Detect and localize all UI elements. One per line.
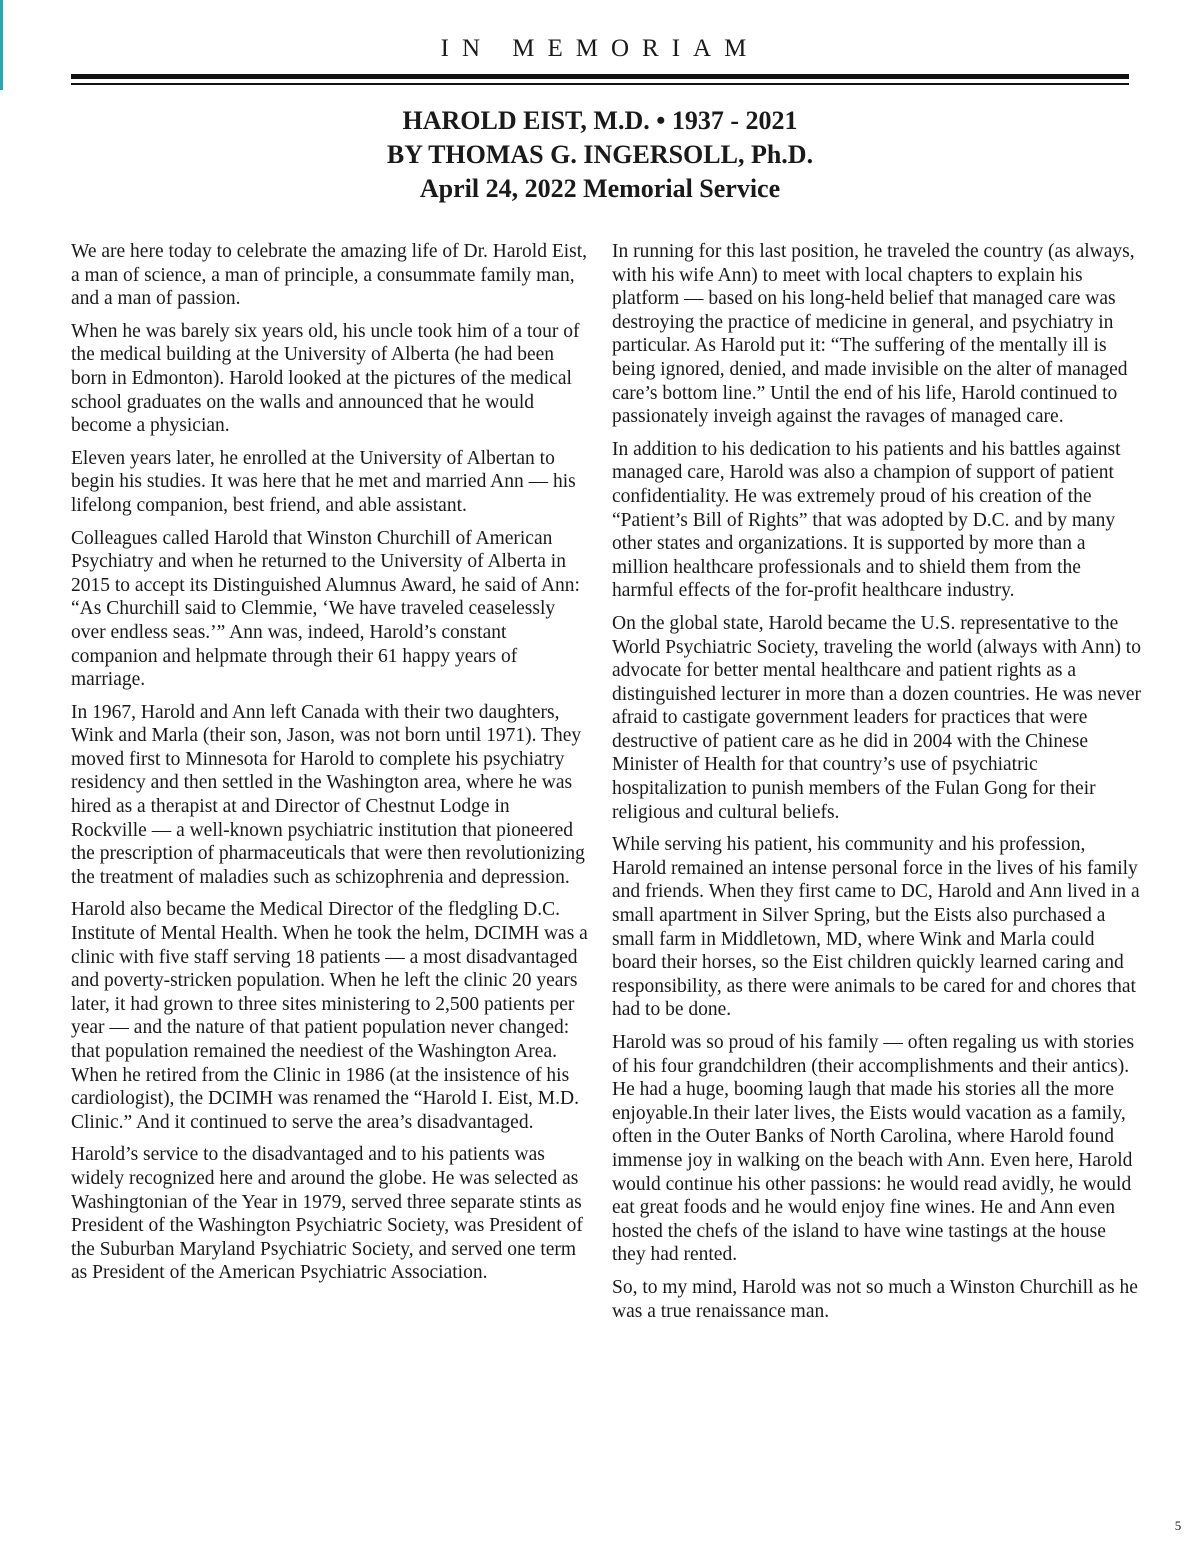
paragraph: So, to my mind, Harold was not so much a Winston Churchill as he was a true renaissance man. — [612, 1276, 1138, 1322]
page-number: 5 — [1174, 1518, 1182, 1533]
paragraph: In 1967, Harold and Ann left Canada with their two daughters, Wink and Marla (their son, Jason, was not born until 1971). They moved first to Minnesota for Harold to complete his psychiatry residency and then settled in the Washington area, where he was hired as a therapist at and Director of Chestnut Lodge in Rockville — a well-known psychiatric institution that pioneered the prescription of pharmaceuticals that were then revolutionizing the treatment of maladies such as schizophrenia and depression. — [71, 701, 585, 888]
paragraph: While serving his patient, his community and his profession, Harold remained an intense personal force in the lives of his family and friends. When they first came to DC, Harold and Ann lived in a small apartment in Silver Spring, but the Eists also purchased a small farm in Middletown, MD, where Wink and Marla could board their horses, so the Eist children quickly learned caring and responsibility, as there were animals to be cared for and chores that had to be done. — [612, 834, 1140, 1021]
paragraph: On the global state, Harold became the U.S. representative to the World Psychiatric Society, traveling the world (always with Ann) to advocate for better mental healthcare and patient rights as a distinguished lecturer in more than a dozen countries. He was never afraid to castigate government leaders for practices that were destructive of patient care as he did in 2004 with the Chinese Minister of Health for that country’s use of psychiatric hospitalization to punish members of the Fulan Gong for their religious and cultural beliefs. — [612, 612, 1142, 823]
paragraph: In addition to his dedication to his patients and his battles against managed care, Harold was also a champion of support of patient confidentiality. He was extremely proud of his creation of the “Patient’s Bill of Rights” that was adopted by D.C. and by many other states and organizations. It is supported by more than a million healthcare professionals and to shield them from the harmful effects of the for-profit healthcare industry. — [612, 438, 1121, 602]
header-rule-thin — [71, 83, 1129, 85]
right-column — [612, 240, 1142, 1332]
left-column — [71, 240, 589, 1294]
paragraph: When he was barely six years old, his uncle took him of a tour of the medical building at the University of Alberta (he had been born in Edmonton). Harold looked at the pictures of the medical school graduates on the walls and announced that he would become a physician. — [71, 320, 580, 437]
paragraph: In running for this last position, he traveled the country (as always, with his wife Ann) to meet with local chapters to explain his platform — based on his long-held belief that managed care was destroying the practice of medicine in general, and psychiatry in particular. As Harold put it: “The suffering of the mentally ill is being ignored, denied, and made invisible on the alter of managed care’s bottom line.” Until the end of his life, Harold continued to passionately inveigh against the ravages of managed care. — [612, 241, 1135, 428]
paragraph: Harold was so proud of his family — often regaling us with stories of his four grandchildren (their accomplishments and their antics). He had a huge, booming laugh that made his stories all the more enjoyable.In their later lives, the Eists would vacation as a family, often in the Outer Banks of North Carolina, where Harold found immense joy in walking on the beach with Ann. Even here, Harold would continue his other passions: he would read avidly, he would eat great foods and he would enjoy fine wines. He and Ann even hosted the chefs of the island to have wine tastings at the house they had rented. — [612, 1032, 1135, 1266]
paragraph: Harold’s service to the disadvantaged and to his patients was widely recognized here and around the globe. He was selected as Washingtonian of the Year in 1979, served three separate stints as President of the Washington Psychiatric Society, was President of the Suburban Maryland Psychiatric Society, and served one term as President of the American Psychiatric Association. — [71, 1144, 583, 1284]
header-rule-thick — [71, 74, 1129, 79]
section-label: IN MEMORIAM — [440, 35, 760, 62]
article-title-block — [0, 104, 1200, 206]
article-title: HAROLD EIST, M.D. • 1937 - 2021 — [402, 106, 798, 135]
paragraph: Harold also became the Medical Director of the fledgling D.C. Institute of Mental Health. When he took the helm, DCIMH was a clinic with five staff serving 18 patients — a most disadvantaged and poverty-stricken population. When he left the clinic 20 years later, it had grown to three sites ministering to 2,500 patients per year — and the nature of that patient population never changed: that population remained the neediest of the Washington Area. When he retired from the Clinic in 1986 (at the insistence of his cardiologist), the DCIMH was renamed the “Harold I. Eist, M.D. Clinic.” And it continued to serve the area’s disadvantaged. — [71, 899, 588, 1133]
article-subtitle: April 24, 2022 Memorial Service — [419, 174, 781, 203]
paragraph: We are here today to celebrate the amazing life of Dr. Harold Eist, a man of science, a man of principle, a consummate family man, and a man of passion. — [71, 241, 588, 310]
article-byline: BY THOMAS G. INGERSOLL, Ph.D. — [386, 140, 814, 169]
paragraph: Colleagues called Harold that Winston Churchill of American Psychiatry and when he returned to the University of Alberta in 2015 to accept its Distinguished Alumnus Award, he said of Ann: “As Churchill said to Clemmie, ‘We have traveled ceaselessly over endless seas.’” Ann was, indeed, Harold’s constant companion and helpmate through their 61 happy years of marriage. — [71, 527, 580, 691]
paragraph: Eleven years later, he enrolled at the University of Albertan to begin his studies. It was here that he met and married Ann — his lifelong companion, best friend, and able assistant. — [71, 447, 576, 516]
